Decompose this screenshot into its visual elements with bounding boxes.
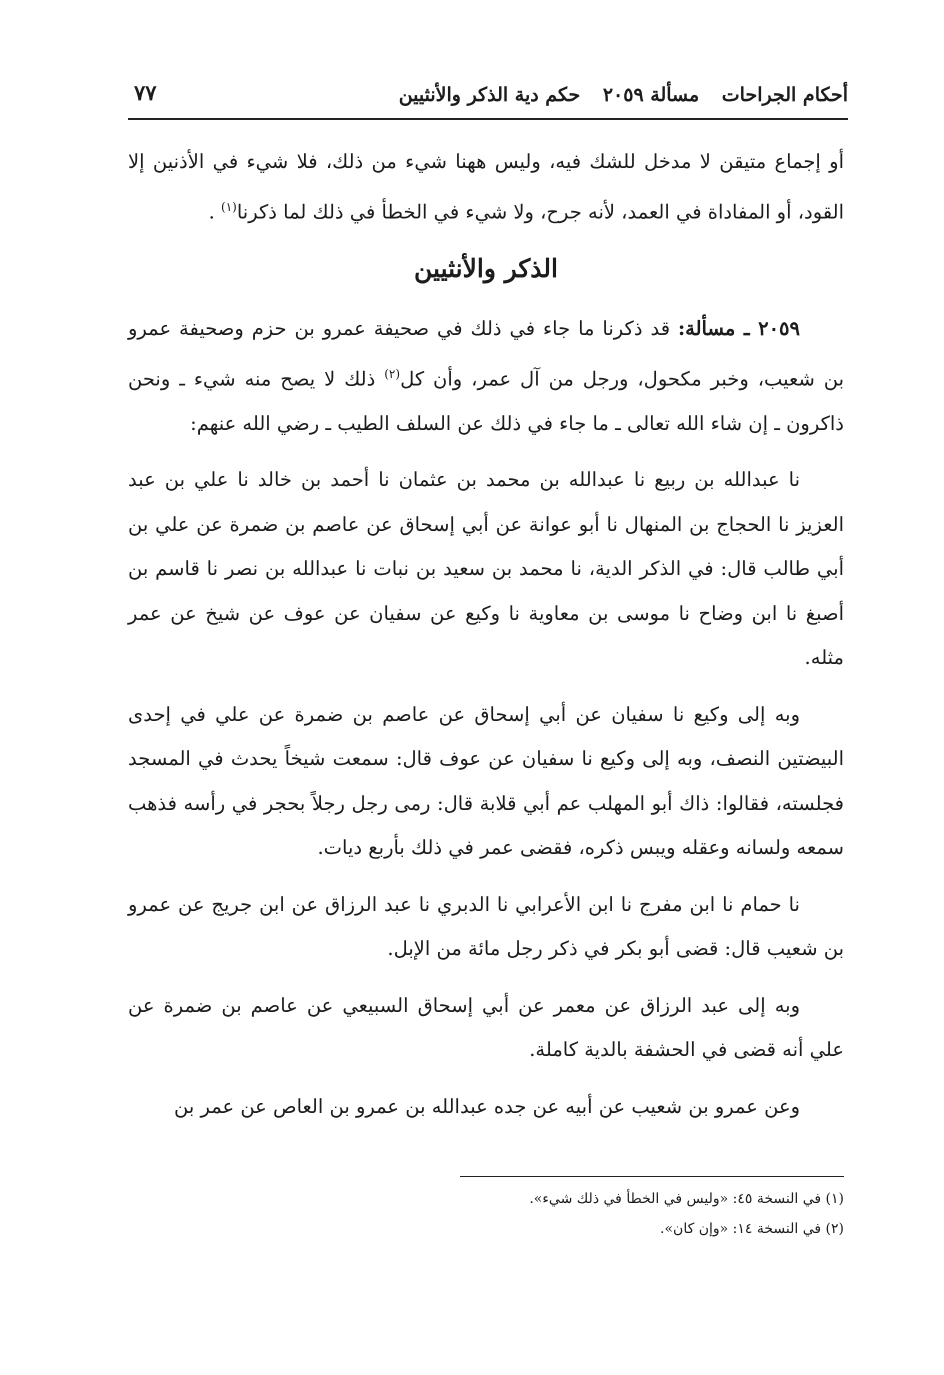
paragraph: وبه إلى عبد الرزاق عن معمر عن أبي إسحاق السبيعي عن عاصم بن ضمرة عن علي أنه قضى في الحشفة بالدية كاملة.: [128, 993, 844, 1061]
page-body: [128, 140, 844, 1141]
header-issue: مسألة ٢٠٥٩: [602, 84, 700, 106]
footnote-1: (١) في النسخة ٤٥: «وليس في الخطأ في ذلك شيء».: [529, 1191, 844, 1207]
header-titles: [383, 84, 848, 106]
issue-text-b: ذلك لا يصح منه شيء ـ ونحن ذاكرون ـ إن شاء الله تعالى ـ ما جاء في ذلك عن السلف الطيب ـ رضي الله عنهم:: [128, 367, 844, 435]
footnote-divider: [460, 1176, 844, 1177]
paragraph: نا حمام نا ابن مفرج نا ابن الأعرابي نا الدبري نا عبد الرزاق عن ابن جريج عن عمرو بن شعيب قال: قضى أبو بكر في ذكر رجل مائة من الإبل.: [128, 892, 844, 960]
header-topic: حكم دية الذكر والأنثيين: [398, 84, 581, 106]
issue-label: ٢٠٥٩ ـ مسألة:: [677, 317, 800, 340]
footnote-ref-1: (١): [221, 199, 237, 214]
paragraph: وبه إلى وكيع نا سفيان عن أبي إسحاق عن عاصم بن ضمرة عن علي في إحدى البيضتين النصف، وبه إلى وكيع نا سفيان عن عوف قال: سمعت شيخاً يحدث في المسجد فجلسته، فقالوا: ذاك أبو المهلب عم أبي قلابة قال: رمى رجل رجلاً بحجر في رأسه فذهب سمعه ولسانه وعقله ويبس ذكره، فقضى عمر في ذلك بأربع ديات.: [128, 702, 844, 859]
intro-end: .: [208, 200, 215, 223]
running-header: [128, 74, 848, 120]
paragraph: نا عبدالله بن ربيع نا عبدالله بن محمد بن عثمان نا أحمد بن خالد نا علي بن عبد العزيز نا الحجاج بن المنهال نا أبو عوانة عن أبي إسحاق عن عاصم بن ضمرة عن علي بن أبي طالب قال: في الذكر الدية، نا محمد بن سعيد بن نبات نا عبدالله بن نصر نا قاسم بن أصبغ نا ابن وضاح نا موسى بن معاوية نا وكيع عن سفيان عن عوف عن شيخ عن عمر مثله.: [128, 468, 844, 669]
footnote-2: (٢) في النسخة ١٤: «وإن كان».: [660, 1221, 844, 1237]
page-number: ٧٧: [134, 80, 157, 105]
paragraph: وعن عمرو بن شعيب عن أبيه عن جده عبدالله بن عمرو بن العاص عن عمر بن: [173, 1094, 800, 1118]
issue-paragraph: [128, 307, 844, 446]
intro-text: أو إجماع متيقن لا مدخل للشك فيه، وليس ههنا شيء من ذلك، فلا شيء في الأذنين إلا القود، أو المفاداة في العمد، لأنه جرح، ولا شيء في الخطأ في ذلك لما ذكرنا: [128, 150, 844, 223]
issue-text-a: قد ذكرنا ما جاء في ذلك في صحيفة عمرو بن حزم وصحيفة عمرو بن شعيب، وخبر مكحول، ورجل من آل عمر، وأن كل: [128, 317, 845, 390]
header-section: أحكام الجراحات: [721, 84, 848, 106]
section-title: الذكر والأنثيين: [414, 253, 558, 283]
footnote-ref-2: (٢): [384, 366, 401, 381]
intro-paragraph: [128, 140, 844, 235]
